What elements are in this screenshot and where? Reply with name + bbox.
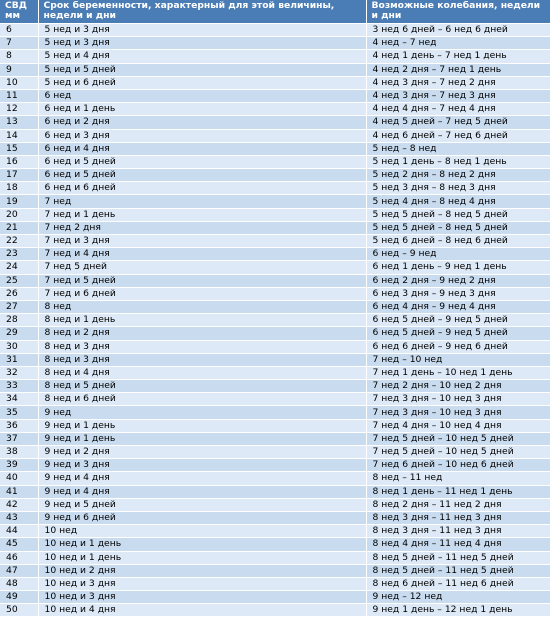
cell-range: 3 нед 6 дней – 6 нед 6 дней: [366, 24, 550, 37]
cell-svd: 47: [0, 564, 38, 577]
table-row: [0, 37, 550, 50]
cell-svd: 43: [0, 511, 38, 524]
cell-svd: 15: [0, 142, 38, 155]
cell-svd: 19: [0, 195, 38, 208]
cell-svd: 35: [0, 406, 38, 419]
table-row: [0, 577, 550, 590]
cell-range: 8 нед 2 дня – 11 нед 2 дня: [366, 498, 550, 511]
cell-svd: 17: [0, 169, 38, 182]
cell-range: 6 нед 6 дней – 9 нед 6 дней: [366, 340, 550, 353]
cell-svd: 36: [0, 419, 38, 432]
cell-range: 4 нед 4 дня – 7 нед 4 дня: [366, 103, 550, 116]
cell-gestational-age: 7 нед и 1 день: [38, 208, 366, 221]
cell-svd: 11: [0, 89, 38, 102]
cell-gestational-age: 10 нед и 1 день: [38, 551, 366, 564]
table-row: [0, 89, 550, 102]
table-row: [0, 446, 550, 459]
cell-svd: 14: [0, 129, 38, 142]
cell-range: 4 нед 3 дня – 7 нед 2 дня: [366, 76, 550, 89]
cell-range: 7 нед 2 дня – 10 нед 2 дня: [366, 380, 550, 393]
table-row: [0, 393, 550, 406]
table-row: [0, 340, 550, 353]
cell-gestational-age: 5 нед и 3 дня: [38, 37, 366, 50]
cell-range: 8 нед 1 день – 11 нед 1 день: [366, 485, 550, 498]
cell-gestational-age: 9 нед и 5 дней: [38, 498, 366, 511]
cell-gestational-age: 6 нед и 2 дня: [38, 116, 366, 129]
table-row: [0, 406, 550, 419]
table-row: [0, 63, 550, 76]
cell-range: 8 нед 5 дней – 11 нед 5 дней: [366, 564, 550, 577]
table-row: [0, 498, 550, 511]
cell-svd: 49: [0, 591, 38, 604]
cell-svd: 40: [0, 472, 38, 485]
cell-gestational-age: 10 нед и 1 день: [38, 538, 366, 551]
cell-range: 6 нед 4 дня – 9 нед 4 дня: [366, 300, 550, 313]
cell-range: 6 нед – 9 нед: [366, 248, 550, 261]
cell-range: 6 нед 1 день – 9 нед 1 день: [366, 261, 550, 274]
table-header: [0, 0, 550, 24]
cell-gestational-age: 7 нед 2 дня: [38, 221, 366, 234]
cell-range: 7 нед 1 день – 10 нед 1 день: [366, 366, 550, 379]
cell-svd: 48: [0, 577, 38, 590]
table-row: [0, 195, 550, 208]
table-row: [0, 459, 550, 472]
cell-svd: 32: [0, 366, 38, 379]
cell-gestational-age: 10 нед и 2 дня: [38, 564, 366, 577]
table-row: [0, 103, 550, 116]
header-row: [0, 0, 550, 24]
cell-gestational-age: 10 нед и 3 дня: [38, 577, 366, 590]
table-row: [0, 24, 550, 37]
cell-range: 5 нед 1 день – 8 нед 1 день: [366, 155, 550, 168]
cell-gestational-age: 8 нед и 3 дня: [38, 353, 366, 366]
cell-range: 5 нед 6 дней – 8 нед 6 дней: [366, 235, 550, 248]
cell-range: 9 нед – 12 нед: [366, 591, 550, 604]
cell-svd: 45: [0, 538, 38, 551]
cell-range: 5 нед 3 дня – 8 нед 3 дня: [366, 182, 550, 195]
cell-svd: 38: [0, 446, 38, 459]
table-row: [0, 380, 550, 393]
cell-svd: 18: [0, 182, 38, 195]
cell-svd: 6: [0, 24, 38, 37]
cell-gestational-age: 5 нед и 6 дней: [38, 76, 366, 89]
table-row: [0, 300, 550, 313]
cell-gestational-age: 10 нед и 4 дня: [38, 604, 366, 617]
cell-range: 8 нед – 11 нед: [366, 472, 550, 485]
cell-svd: 20: [0, 208, 38, 221]
cell-gestational-age: 6 нед и 3 дня: [38, 129, 366, 142]
cell-svd: 34: [0, 393, 38, 406]
cell-svd: 44: [0, 525, 38, 538]
cell-gestational-age: 6 нед: [38, 89, 366, 102]
table-row: [0, 511, 550, 524]
cell-svd: 22: [0, 235, 38, 248]
cell-gestational-age: 9 нед и 4 дня: [38, 485, 366, 498]
cell-svd: 25: [0, 274, 38, 287]
cell-gestational-age: 9 нед и 6 дней: [38, 511, 366, 524]
table-body: [0, 24, 550, 617]
cell-svd: 39: [0, 459, 38, 472]
cell-gestational-age: 6 нед и 4 дня: [38, 142, 366, 155]
cell-range: 4 нед 1 день – 7 нед 1 день: [366, 50, 550, 63]
table-row: [0, 551, 550, 564]
table-row: [0, 327, 550, 340]
table-row: [0, 419, 550, 432]
table-row: [0, 287, 550, 300]
cell-range: 6 нед 3 дня – 9 нед 3 дня: [366, 287, 550, 300]
cell-gestational-age: 10 нед и 3 дня: [38, 591, 366, 604]
cell-gestational-age: 7 нед: [38, 195, 366, 208]
cell-gestational-age: 9 нед и 4 дня: [38, 472, 366, 485]
table-row: [0, 142, 550, 155]
table-row: [0, 50, 550, 63]
cell-range: 4 нед 5 дней – 7 нед 5 дней: [366, 116, 550, 129]
cell-gestational-age: 6 нед и 1 день: [38, 103, 366, 116]
table-row: [0, 208, 550, 221]
cell-range: 4 нед 3 дня – 7 нед 3 дня: [366, 89, 550, 102]
cell-svd: 10: [0, 76, 38, 89]
cell-range: 7 нед 5 дней – 10 нед 5 дней: [366, 432, 550, 445]
table-row: [0, 538, 550, 551]
table-row: [0, 235, 550, 248]
cell-gestational-age: 7 нед и 6 дней: [38, 287, 366, 300]
cell-svd: 26: [0, 287, 38, 300]
cell-range: 5 нед 5 дней – 8 нед 5 дней: [366, 221, 550, 234]
cell-svd: 33: [0, 380, 38, 393]
cell-range: 6 нед 5 дней – 9 нед 5 дней: [366, 314, 550, 327]
table-row: [0, 129, 550, 142]
cell-svd: 16: [0, 155, 38, 168]
cell-svd: 13: [0, 116, 38, 129]
table-row: [0, 525, 550, 538]
cell-range: 7 нед 5 дней – 10 нед 5 дней: [366, 446, 550, 459]
cell-gestational-age: 7 нед и 5 дней: [38, 274, 366, 287]
cell-range: 7 нед 6 дней – 10 нед 6 дней: [366, 459, 550, 472]
table-row: [0, 261, 550, 274]
cell-gestational-age: 7 нед 5 дней: [38, 261, 366, 274]
cell-svd: 23: [0, 248, 38, 261]
cell-range: 8 нед 4 дня – 11 нед 4 дня: [366, 538, 550, 551]
table-row: [0, 472, 550, 485]
cell-gestational-age: 6 нед и 5 дней: [38, 155, 366, 168]
cell-gestational-age: 9 нед и 3 дня: [38, 459, 366, 472]
cell-gestational-age: 5 нед и 4 дня: [38, 50, 366, 63]
table-row: [0, 604, 550, 617]
cell-svd: 29: [0, 327, 38, 340]
cell-gestational-age: 8 нед: [38, 300, 366, 313]
cell-range: 6 нед 5 дней – 9 нед 5 дней: [366, 327, 550, 340]
cell-range: 8 нед 5 дней – 11 нед 5 дней: [366, 551, 550, 564]
cell-range: 5 нед 5 дней – 8 нед 5 дней: [366, 208, 550, 221]
cell-svd: 31: [0, 353, 38, 366]
cell-gestational-age: 10 нед: [38, 525, 366, 538]
cell-svd: 7: [0, 37, 38, 50]
column-header-svd: СВД мм: [0, 0, 38, 24]
cell-range: 7 нед – 10 нед: [366, 353, 550, 366]
column-header-range: Возможные колебания, недели и дни: [366, 0, 550, 24]
cell-gestational-age: 7 нед и 4 дня: [38, 248, 366, 261]
cell-svd: 12: [0, 103, 38, 116]
cell-svd: 24: [0, 261, 38, 274]
cell-svd: 46: [0, 551, 38, 564]
table-row: [0, 182, 550, 195]
table-row: [0, 353, 550, 366]
table-row: [0, 221, 550, 234]
cell-gestational-age: 7 нед и 3 дня: [38, 235, 366, 248]
cell-svd: 28: [0, 314, 38, 327]
table-row: [0, 76, 550, 89]
cell-range: 8 нед 3 дня – 11 нед 3 дня: [366, 511, 550, 524]
cell-gestational-age: 5 нед и 3 дня: [38, 24, 366, 37]
table-row: [0, 155, 550, 168]
cell-svd: 37: [0, 432, 38, 445]
table-row: [0, 591, 550, 604]
cell-svd: 50: [0, 604, 38, 617]
cell-gestational-age: 6 нед и 6 дней: [38, 182, 366, 195]
table-row: [0, 274, 550, 287]
table-row: [0, 432, 550, 445]
cell-gestational-age: 5 нед и 5 дней: [38, 63, 366, 76]
cell-gestational-age: 8 нед и 1 день: [38, 314, 366, 327]
cell-svd: 41: [0, 485, 38, 498]
table-row: [0, 485, 550, 498]
cell-svd: 42: [0, 498, 38, 511]
cell-svd: 30: [0, 340, 38, 353]
cell-range: 4 нед – 7 нед: [366, 37, 550, 50]
cell-gestational-age: 8 нед и 4 дня: [38, 366, 366, 379]
cell-svd: 21: [0, 221, 38, 234]
cell-range: 4 нед 2 дня – 7 нед 1 день: [366, 63, 550, 76]
cell-range: 4 нед 6 дней – 7 нед 6 дней: [366, 129, 550, 142]
column-header-gestational-age: Срок беременности, характерный для этой величины, недели и дни: [38, 0, 366, 24]
cell-range: 5 нед 4 дня – 8 нед 4 дня: [366, 195, 550, 208]
cell-gestational-age: 8 нед и 3 дня: [38, 340, 366, 353]
cell-gestational-age: 8 нед и 6 дней: [38, 393, 366, 406]
table-row: [0, 366, 550, 379]
cell-range: 5 нед – 8 нед: [366, 142, 550, 155]
cell-range: 5 нед 2 дня – 8 нед 2 дня: [366, 169, 550, 182]
cell-range: 8 нед 6 дней – 11 нед 6 дней: [366, 577, 550, 590]
table-row: [0, 169, 550, 182]
table-row: [0, 248, 550, 261]
cell-range: 7 нед 3 дня – 10 нед 3 дня: [366, 393, 550, 406]
cell-range: 9 нед 1 день – 12 нед 1 день: [366, 604, 550, 617]
table-row: [0, 116, 550, 129]
cell-gestational-age: 9 нед и 1 день: [38, 419, 366, 432]
cell-range: 8 нед 3 дня – 11 нед 3 дня: [366, 525, 550, 538]
cell-svd: 9: [0, 63, 38, 76]
cell-gestational-age: 8 нед и 2 дня: [38, 327, 366, 340]
cell-range: 7 нед 4 дня – 10 нед 4 дня: [366, 419, 550, 432]
cell-gestational-age: 9 нед: [38, 406, 366, 419]
table-row: [0, 314, 550, 327]
cell-gestational-age: 8 нед и 5 дней: [38, 380, 366, 393]
table-row: [0, 564, 550, 577]
cell-gestational-age: 9 нед и 1 день: [38, 432, 366, 445]
cell-gestational-age: 9 нед и 2 дня: [38, 446, 366, 459]
cell-svd: 8: [0, 50, 38, 63]
cell-svd: 27: [0, 300, 38, 313]
cell-gestational-age: 6 нед и 5 дней: [38, 169, 366, 182]
cell-range: 6 нед 2 дня – 9 нед 2 дня: [366, 274, 550, 287]
cell-range: 7 нед 3 дня – 10 нед 3 дня: [366, 406, 550, 419]
